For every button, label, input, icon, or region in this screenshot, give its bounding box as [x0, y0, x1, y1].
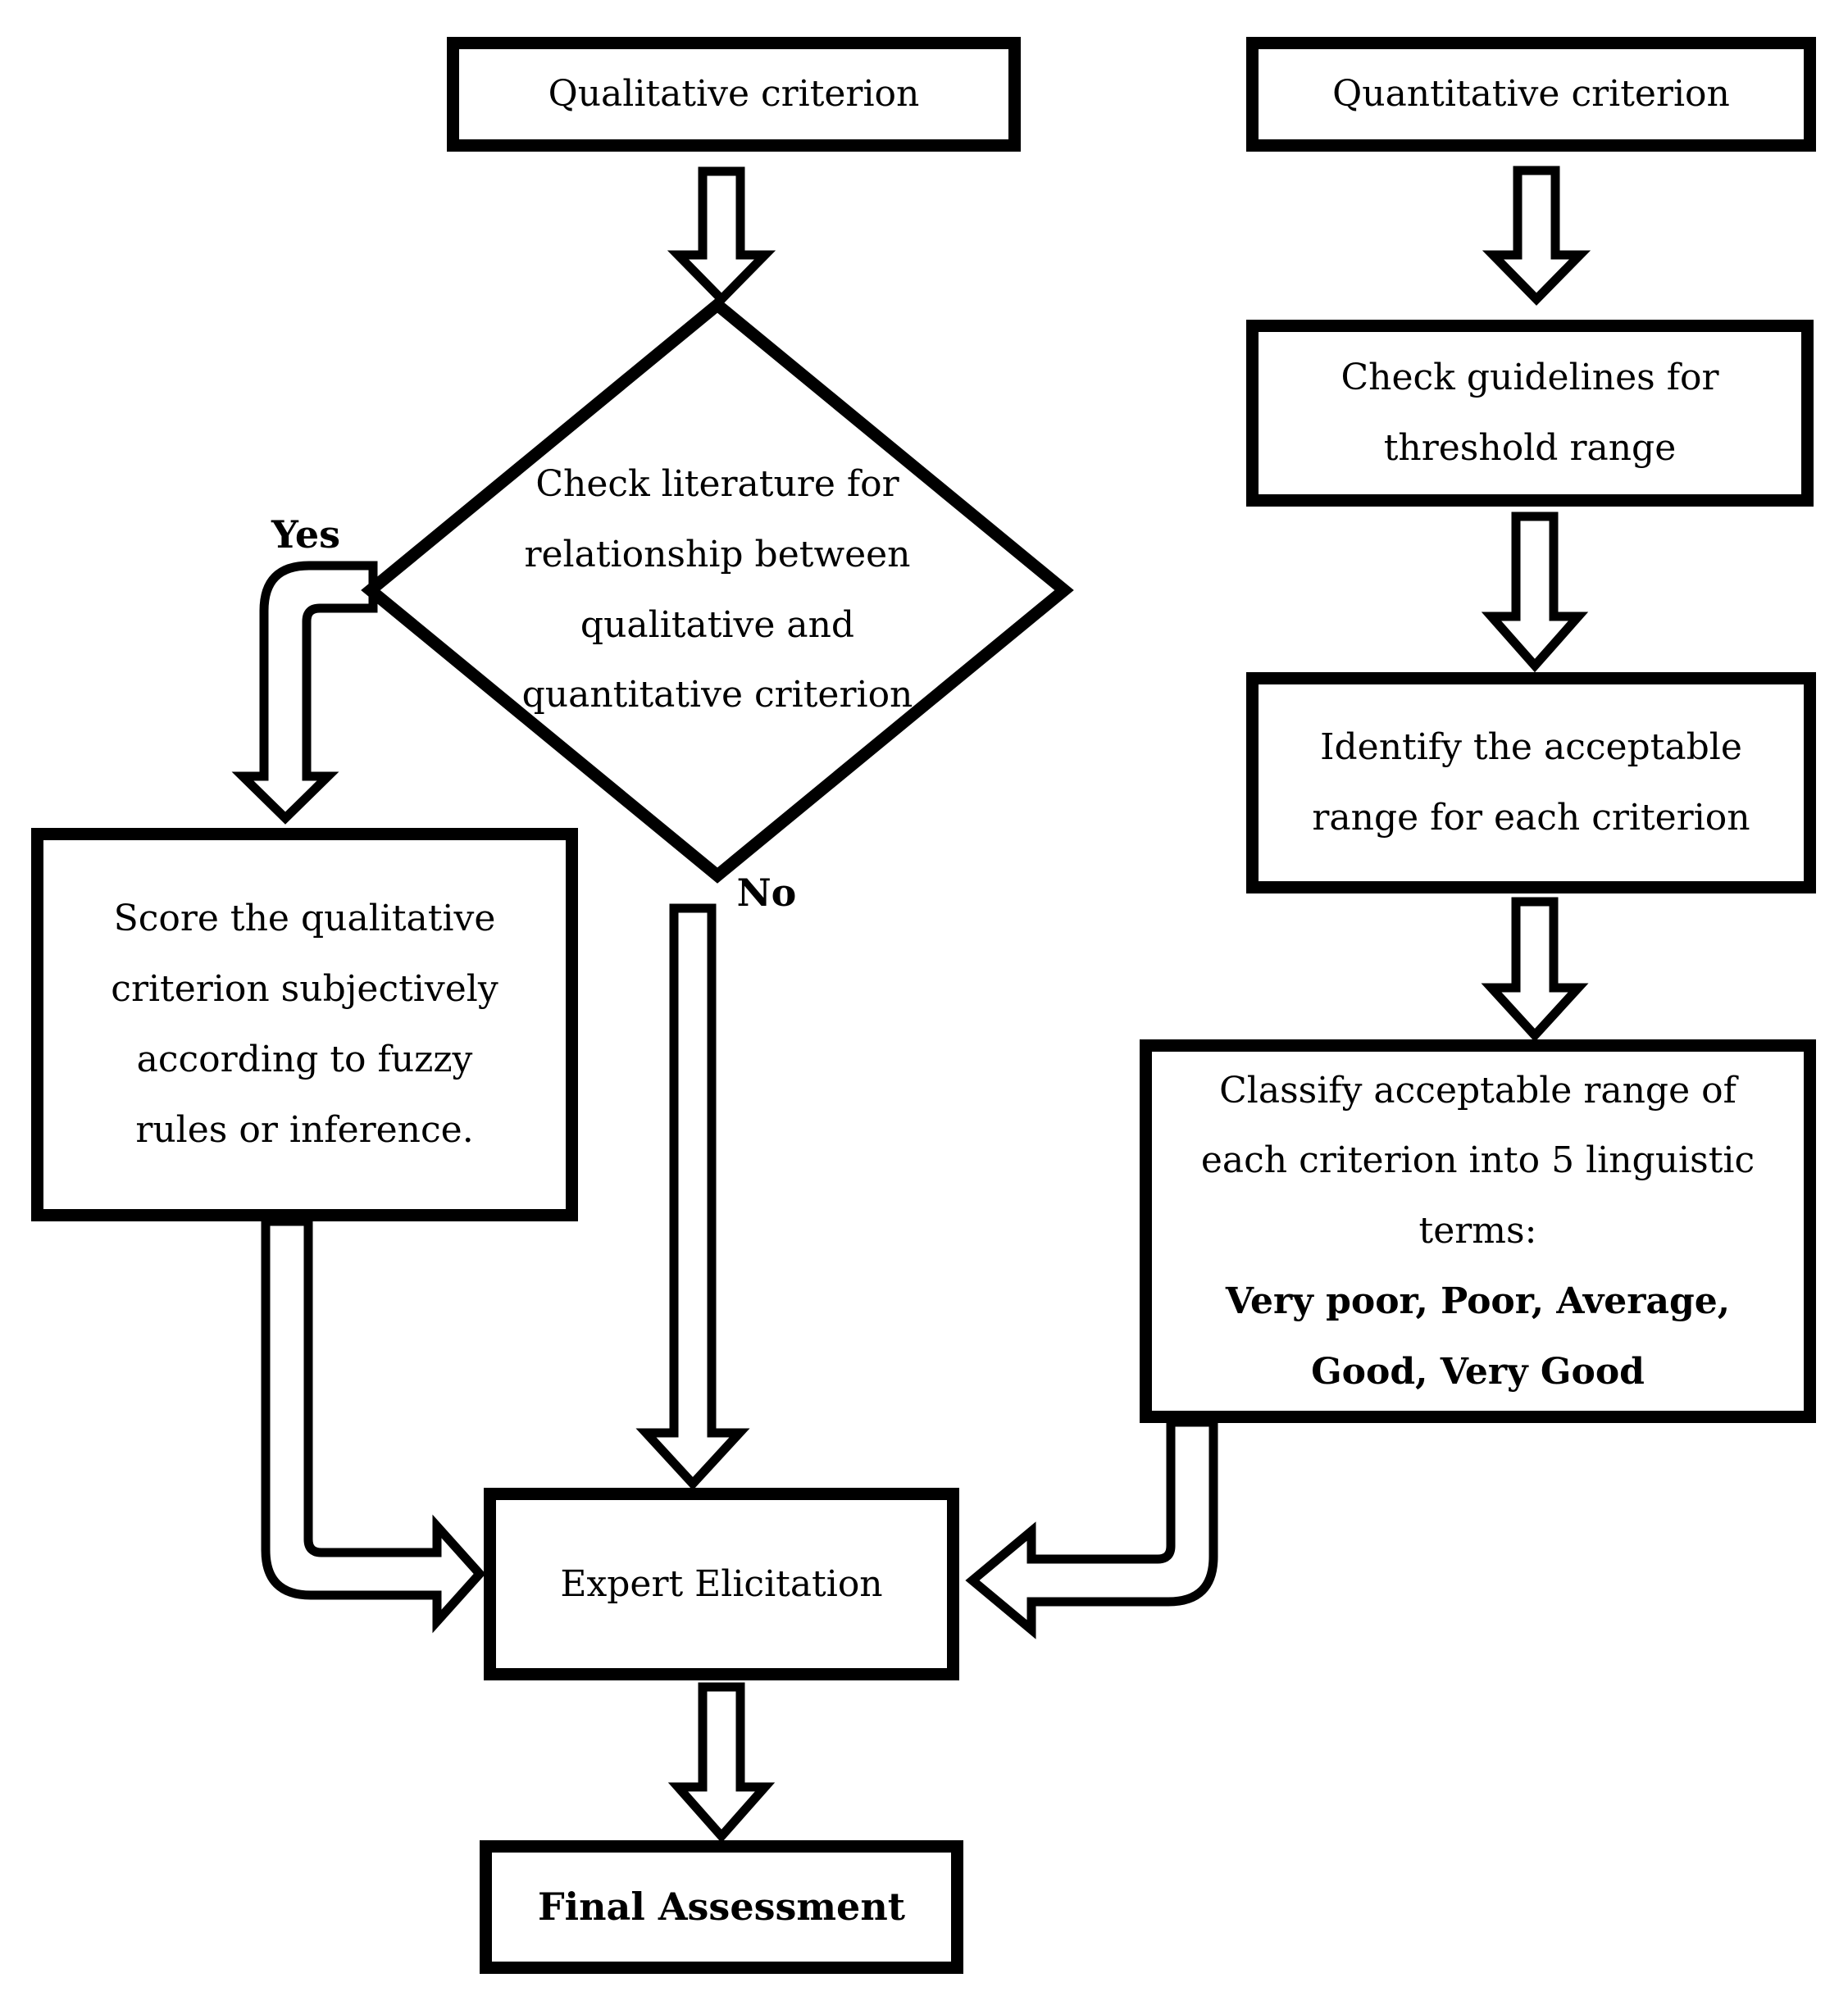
node-label-line: threshold range: [1383, 427, 1677, 469]
node-label: Expert Elicitation: [560, 1562, 883, 1605]
arrow-no-decision-to-expert: [646, 908, 740, 1484]
node-label-line: according to fuzzy: [136, 1039, 473, 1080]
edge-label-yes: Yes: [271, 512, 340, 557]
decision-diamond-text: [447, 449, 988, 730]
node-label-line-bold: Good, Very Good: [1311, 1350, 1645, 1393]
node-label: Final Assessment: [537, 1884, 906, 1929]
node-identify-acceptable-range: [1246, 672, 1816, 893]
node-label-line: range for each criterion: [1312, 797, 1750, 839]
arrow-score-to-expert: [266, 1221, 480, 1621]
node-label-line: Check guidelines for: [1340, 357, 1719, 399]
node-label-line: Identify the acceptable: [1320, 726, 1742, 769]
arrow-check-guidelines-to-identify: [1491, 516, 1578, 666]
node-label-line-bold: Very poor, Poor, Average,: [1225, 1280, 1731, 1322]
node-score-qualitative-criterion: [31, 828, 578, 1221]
node-classify-linguistic-terms: [1140, 1039, 1816, 1423]
node-label-line: rules or inference.: [135, 1108, 474, 1151]
node-qualitative-criterion: [447, 37, 1021, 152]
node-label-line: terms:: [1418, 1210, 1537, 1253]
arrow-expert-to-final: [678, 1687, 765, 1836]
node-label: Qualitative criterion: [548, 73, 920, 116]
decision-label-line: qualitative and: [580, 603, 855, 646]
edge-label-no: No: [736, 871, 797, 915]
arrow-qualitative-to-decision: [678, 171, 765, 299]
node-final-assessment: [480, 1840, 963, 1974]
node-label-line: criterion subjectively: [111, 968, 498, 1011]
decision-label-line: quantitative criterion: [521, 674, 913, 716]
node-label-line: each criterion into 5 linguistic: [1200, 1139, 1755, 1182]
decision-label-line: relationship between: [524, 533, 911, 575]
node-quantitative-criterion: [1246, 37, 1816, 152]
decision-label-line: Check literature for: [535, 463, 899, 505]
arrow-classify-to-expert: [972, 1422, 1213, 1630]
arrow-quantitative-to-check-guidelines: [1493, 171, 1580, 299]
node-label: Quantitative criterion: [1332, 73, 1730, 116]
node-label-line: Classify acceptable range of: [1219, 1069, 1736, 1112]
arrow-identify-to-classify: [1491, 902, 1578, 1035]
node-expert-elicitation: [484, 1488, 959, 1680]
node-check-guidelines: [1246, 320, 1814, 507]
node-label-line: Score the qualitative: [113, 898, 496, 940]
arrow-yes-decision-to-score: [243, 566, 373, 818]
